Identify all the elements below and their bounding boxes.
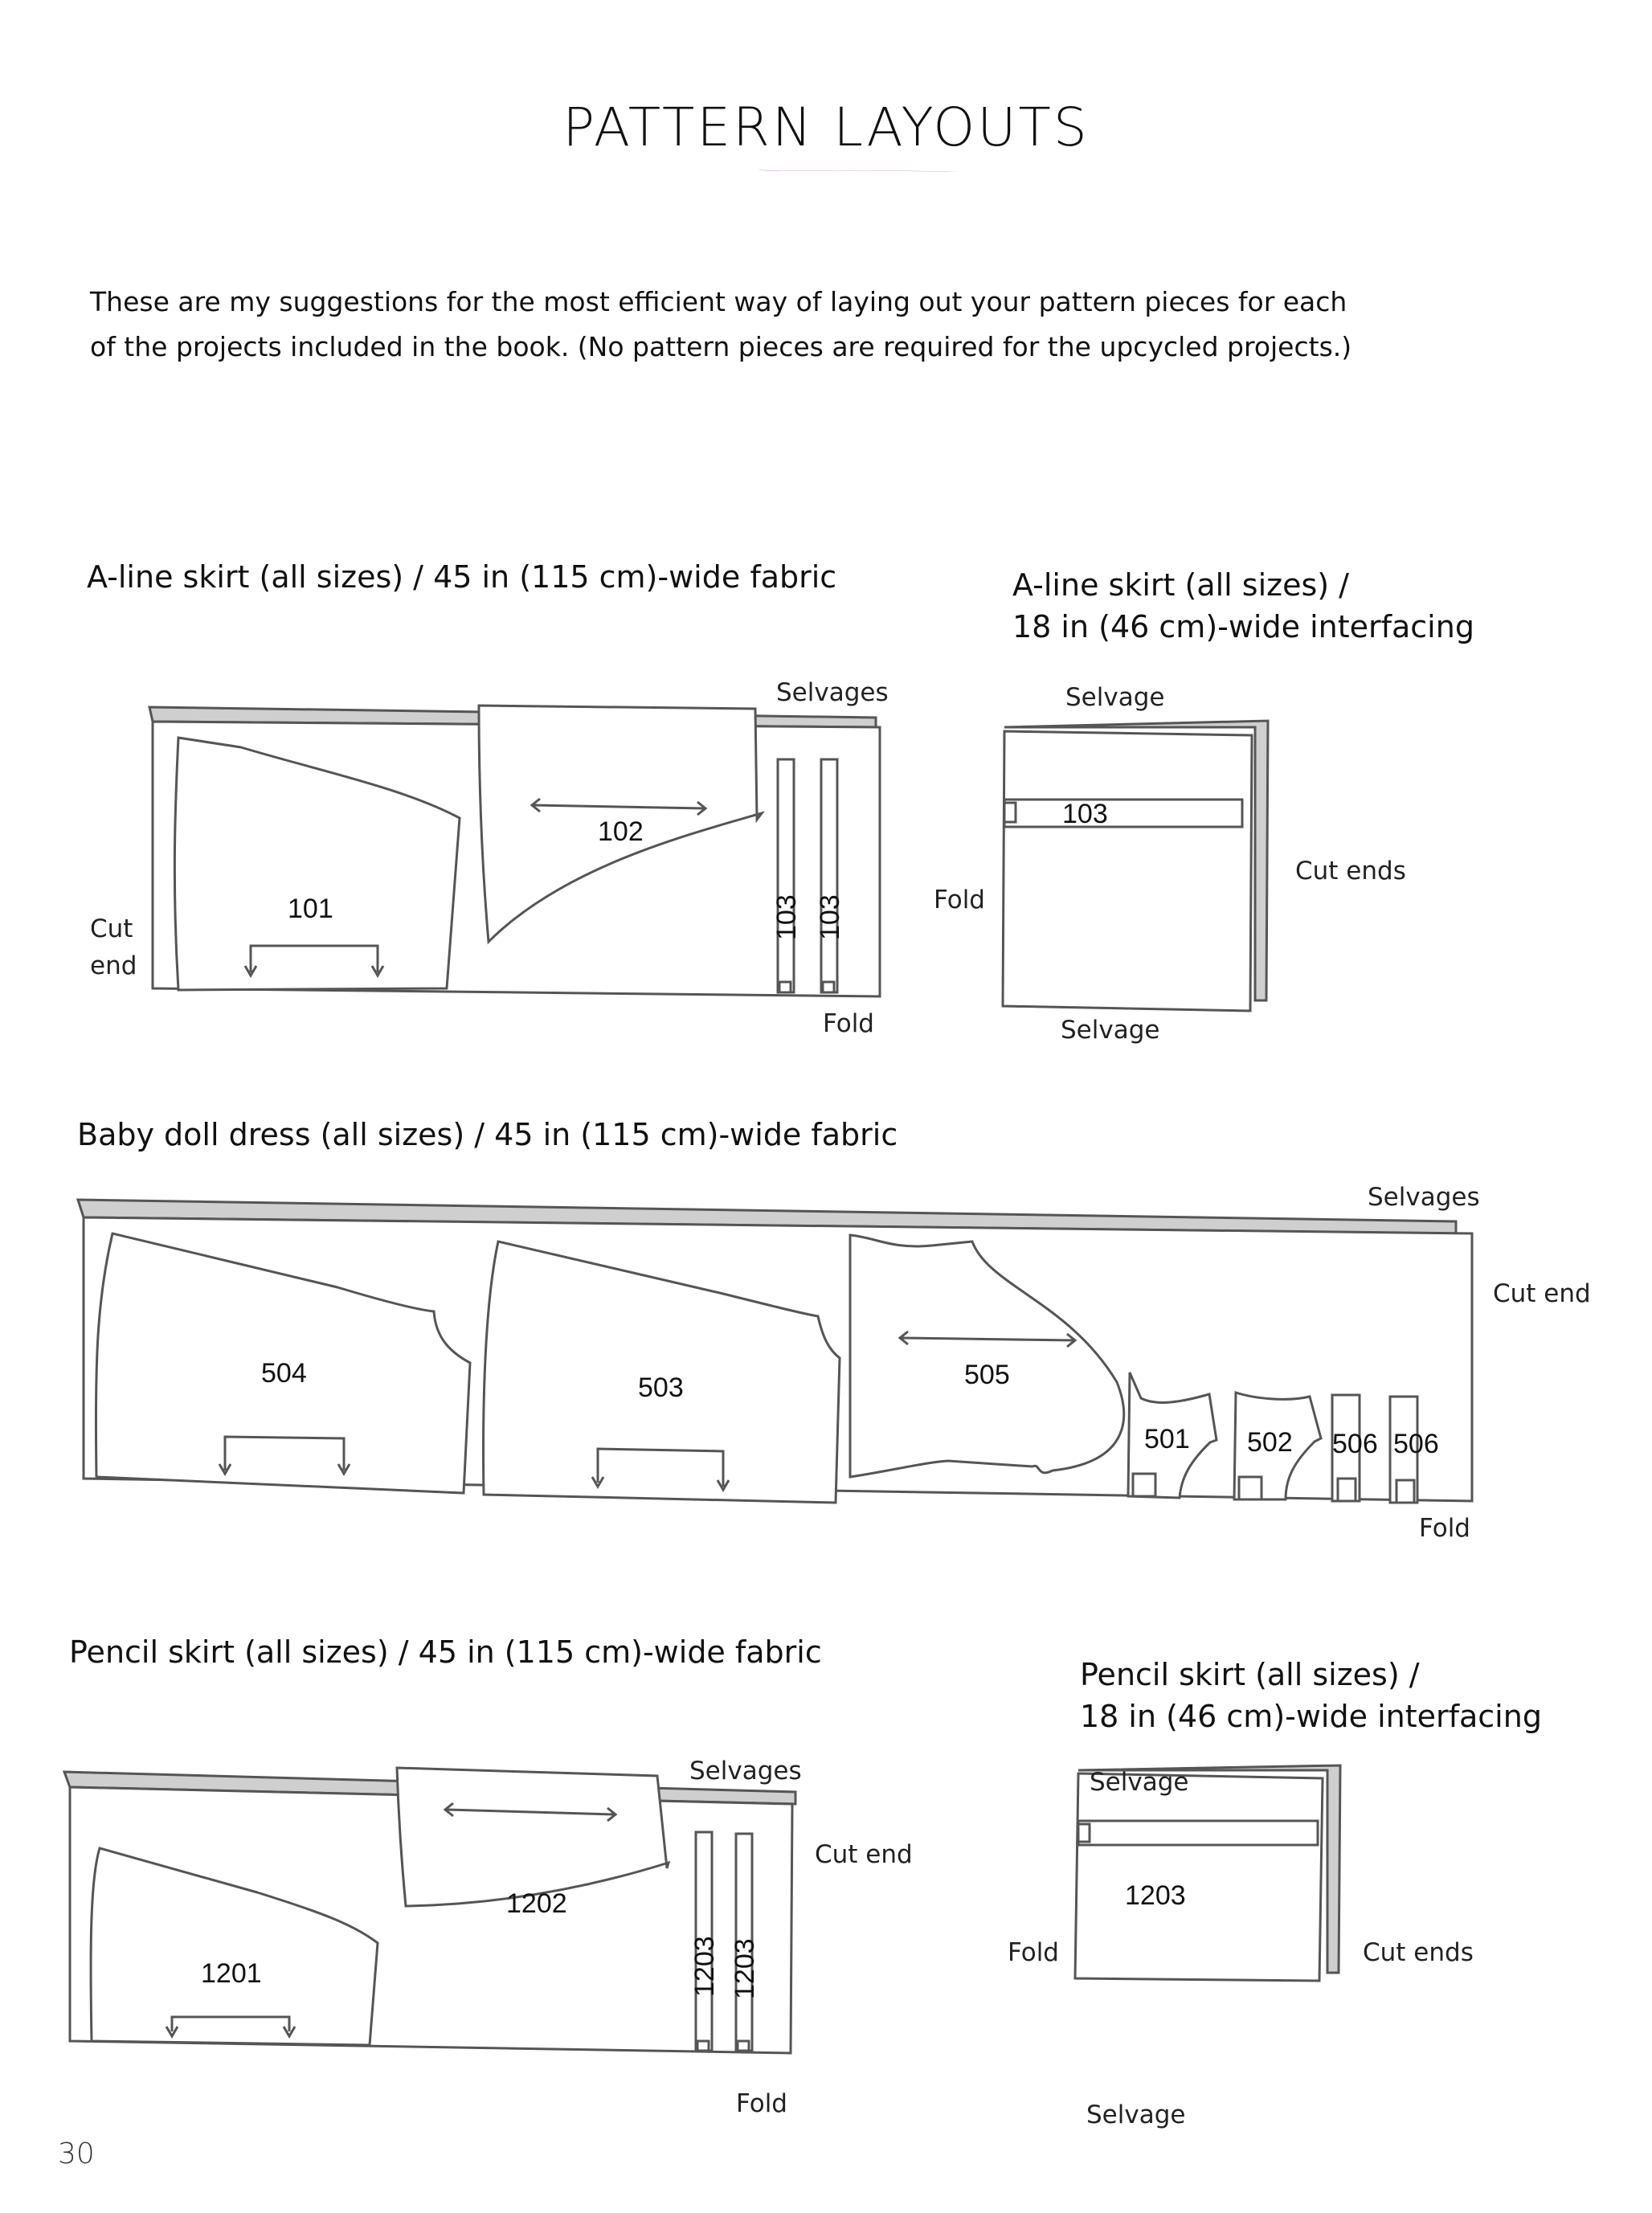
svg-text:1202: 1202 bbox=[506, 1888, 567, 1919]
label-fold: Fold bbox=[1419, 1514, 1470, 1543]
label-cut-ends: Cut ends bbox=[1363, 1938, 1474, 1967]
a-line-fabric-diagram bbox=[149, 706, 880, 996]
piece-103-a bbox=[778, 759, 794, 992]
svg-text:502: 502 bbox=[1247, 1427, 1293, 1458]
intro-line-1: These are my suggestions for the most efficient way of laying out your pattern pieces for each bbox=[90, 286, 1347, 317]
label-selvages: Selvages bbox=[689, 1757, 802, 1786]
label-cut-end: Cut end bbox=[815, 1840, 913, 1869]
svg-text:506: 506 bbox=[1393, 1429, 1439, 1459]
svg-text:102: 102 bbox=[598, 816, 644, 847]
label-selvage-bottom: Selvage bbox=[1086, 2101, 1186, 2129]
label-selvage-top: Selvage bbox=[1065, 683, 1165, 712]
label-selvages: Selvages bbox=[1368, 1183, 1480, 1212]
svg-text:1203: 1203 bbox=[689, 1936, 720, 1997]
heading-baby-doll-fabric: Baby doll dress (all sizes) / 45 in (115 cm)-wide fabric bbox=[77, 1117, 898, 1152]
label-cut-end: Cut end bbox=[1493, 1279, 1591, 1308]
label-fold: Fold bbox=[823, 1009, 874, 1038]
a-line-interfacing-diagram bbox=[1003, 721, 1268, 1011]
svg-text:505: 505 bbox=[964, 1360, 1010, 1390]
piece-103-interfacing bbox=[1004, 800, 1242, 827]
label-selvages: Selvages bbox=[776, 678, 889, 707]
heading-pencil-fabric: Pencil skirt (all sizes) / 45 in (115 cm)-wide fabric bbox=[69, 1634, 822, 1670]
label-cut-end: Cut end bbox=[90, 914, 137, 980]
svg-text:103: 103 bbox=[1062, 799, 1108, 829]
svg-text:504: 504 bbox=[261, 1358, 307, 1389]
page-number: 30 bbox=[58, 2137, 95, 2170]
label-fold: Fold bbox=[1008, 1938, 1059, 1967]
intro-line-2: of the projects included in the book. (No pattern pieces are required for the upcycled projects.) bbox=[90, 331, 1352, 362]
pencil-fabric-diagram bbox=[64, 1768, 795, 2053]
heading-pencil-interfacing: Pencil skirt (all sizes) / 18 in (46 cm)-wide interfacing bbox=[1080, 1657, 1542, 1734]
label-fold: Fold bbox=[934, 886, 985, 914]
svg-text:506: 506 bbox=[1332, 1429, 1378, 1459]
heading-a-line-fabric: A-line skirt (all sizes) / 45 in (115 cm)-wide fabric bbox=[87, 559, 837, 595]
label-selvage-top: Selvage bbox=[1090, 1768, 1189, 1797]
svg-text:103: 103 bbox=[815, 894, 845, 940]
svg-text:1203: 1203 bbox=[1125, 1880, 1186, 1911]
label-cut-ends: Cut ends bbox=[1295, 857, 1406, 886]
label-fold: Fold bbox=[736, 2089, 787, 2118]
label-selvage-bottom: Selvage bbox=[1061, 1016, 1160, 1045]
piece-1203-interfacing bbox=[1078, 1821, 1318, 1845]
svg-text:1201: 1201 bbox=[201, 1958, 262, 1989]
svg-text:103: 103 bbox=[771, 894, 802, 940]
svg-text:501: 501 bbox=[1144, 1424, 1190, 1454]
svg-text:1203: 1203 bbox=[730, 1938, 760, 1999]
svg-text:101: 101 bbox=[288, 894, 333, 924]
page-title: PATTERN LAYOUTS bbox=[562, 96, 1090, 158]
piece-103-b bbox=[821, 759, 837, 992]
heading-a-line-interfacing: A-line skirt (all sizes) / 18 in (46 cm)-wide interfacing bbox=[1012, 567, 1474, 644]
svg-text:503: 503 bbox=[638, 1372, 684, 1403]
